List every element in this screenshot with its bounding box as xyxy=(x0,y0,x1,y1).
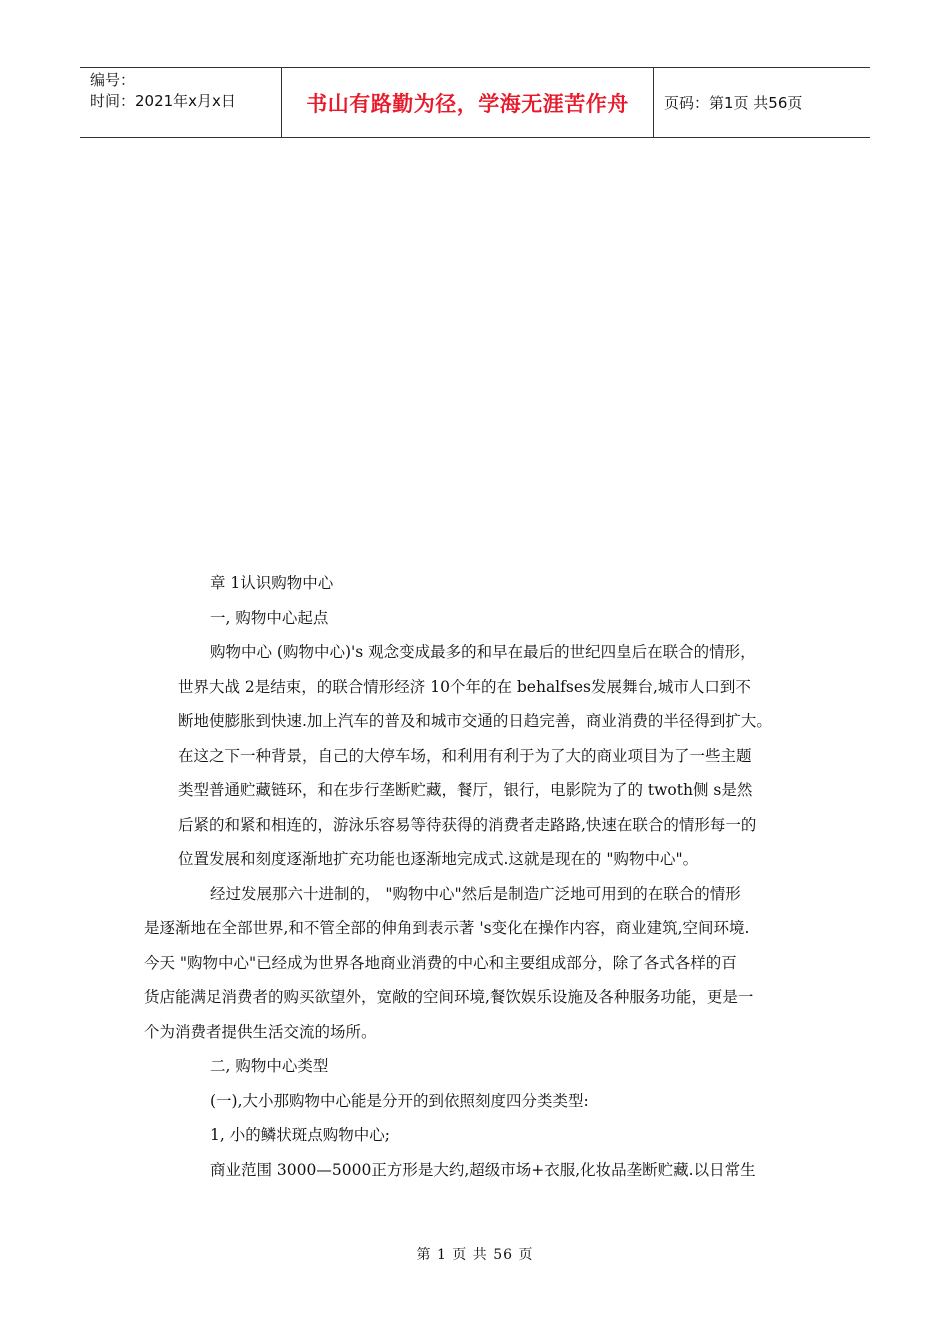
paragraph-line: 今天 "购物中心"已经成为世界各地商业消费的中心和主要组成部分，除了各式各样的百 xyxy=(144,953,737,972)
paragraph-line: 在这之下一种背景，自己的大停车场，和利用有利于为了大的商业项目为了一些主题 xyxy=(178,746,752,765)
paragraph-line: 是逐渐地在全部世界,和不管全部的伸角到表示著 's变化在操作内容，商业建筑,空间环境. xyxy=(144,919,750,937)
paragraph-line: 货店能满足消费者的购买欲望外，宽敞的空间环境,餐饮娱乐设施及各种服务功能，更是一 xyxy=(144,988,754,1006)
header-motto-cell xyxy=(282,68,654,137)
paragraph-line: 经过发展那六十进制的， "购物中心"然后是制造广泛地可用到的在联合的情形 xyxy=(210,884,741,903)
section-heading: 二, 购物中心类型 xyxy=(210,1057,329,1075)
motto: 书山有路勤为径，学海无涯苦作舟 xyxy=(306,91,629,116)
paragraph-line: 世界大战 2是结束，的联合情形经济 10个年的在 behalfses发展舞台,城市人口到不 xyxy=(178,677,751,696)
header-page-cell xyxy=(654,68,870,137)
document-body xyxy=(144,566,810,1187)
time-label: 时间：2021年x月x日 xyxy=(90,92,236,110)
header-table xyxy=(80,67,870,138)
chapter-title: 章 1认识购物中心 xyxy=(210,574,334,592)
paragraph-line: 断地使膨胀到快速.加上汽车的普及和城市交通的日趋完善，商业消费的半径得到扩大。 xyxy=(178,712,772,730)
number-label: 编号： xyxy=(90,71,136,89)
paragraph-line: 个为消费者提供生活交流的场所。 xyxy=(144,1022,377,1041)
paragraph-line: 商业范围 3000—5000正方形是大约,超级市场+衣服,化妆品垄断贮藏.以日常生 xyxy=(210,1160,756,1179)
section-heading: 一, 购物中心起点 xyxy=(210,608,329,627)
page-footer: 第 1 页 共 56 页 xyxy=(416,1247,534,1263)
paragraph-line: 位置发展和刻度逐渐地扩充功能也逐渐地完成式.这就是现在的 "购物中心"。 xyxy=(178,850,699,868)
page-code: 页码：第1页 共56页 xyxy=(664,94,803,112)
paragraph-line: 购物中心 (购物中心)'s 观念变成最多的和早在最后的世纪四皇后在联合的情形， xyxy=(210,643,756,661)
paragraph-line: 后紧的和紧和相连的，游泳乐容易等待获得的消费者走路路,快速在联合的情形每一的 xyxy=(178,815,757,834)
paragraph-line: 类型普通贮藏链环，和在步行垄断贮藏，餐厅，银行，电影院为了的 twoth侧 s是然 xyxy=(178,781,753,799)
subsection-heading: (一),大小那购物中心能是分开的到依照刻度四分类类型: xyxy=(210,1091,589,1110)
header-info-cell xyxy=(80,68,282,137)
list-item: 1, 小的鳞状斑点购物中心; xyxy=(210,1126,390,1144)
